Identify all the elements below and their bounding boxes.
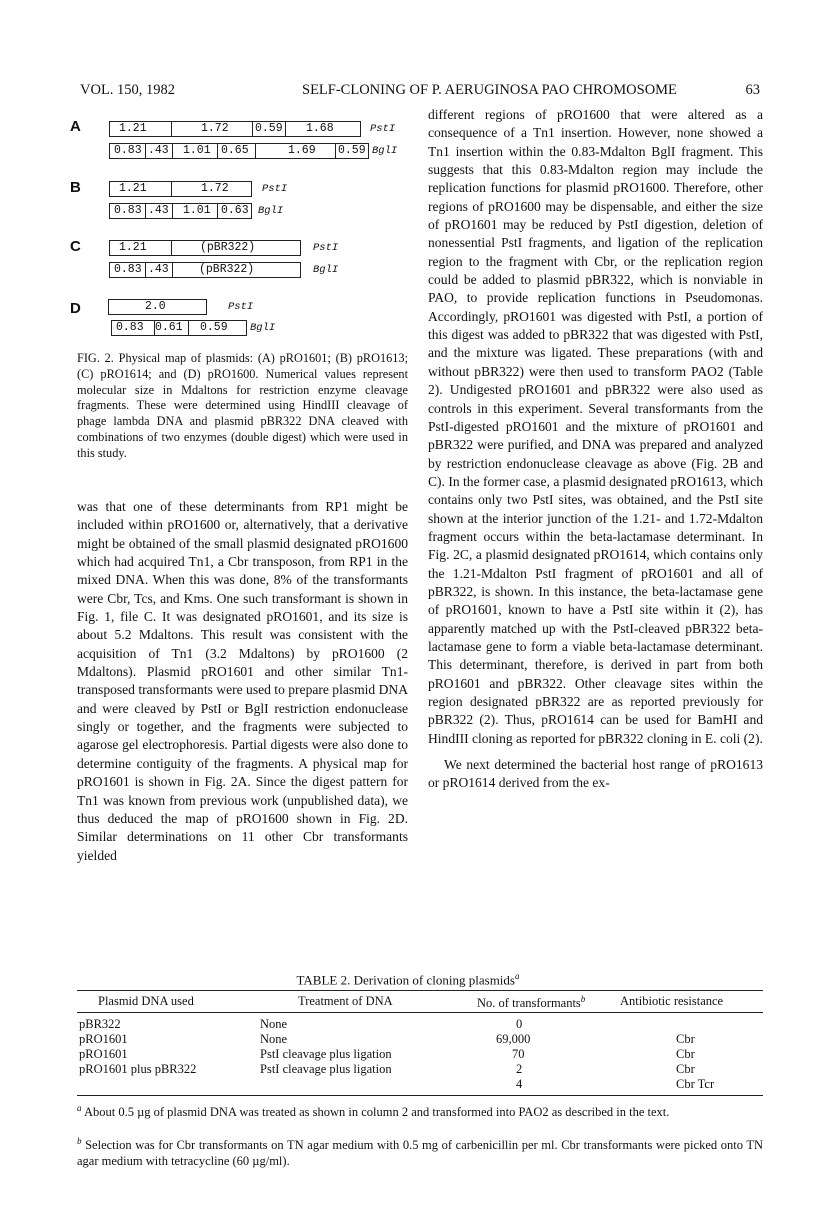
- fragment-label: 0.65: [221, 144, 249, 157]
- table-footnote-b: $^b$ Selection was for Cbr transformants on TN agar medium with 0.5 mg of carbenicillin per ml. Cbr transformants were picked onto TN agar medium with tetracycline (60 µg/ml).: [77, 1136, 764, 1168]
- table-footnote-a: $^a$ About 0.5 µg of plasmid DNA was treated as shown in column 2 and transformed into PAO2 as described in the text.: [77, 1103, 670, 1120]
- fragment-label: .43: [148, 204, 169, 217]
- map-d-psti: [108, 299, 207, 315]
- table-header: Plasmid DNA used: [98, 994, 194, 1008]
- journal-volume: VOL. 150, 1982: [80, 82, 176, 98]
- fragment-label: 1.69: [288, 144, 316, 157]
- map-b-bgli: [109, 203, 252, 219]
- table-header: Treatment of DNA: [298, 994, 393, 1008]
- fragment-label: 0.63: [221, 204, 249, 217]
- table-title: TABLE 2. Derivation of cloning plasmids$^a$: [296, 971, 520, 988]
- right-column: [428, 106, 763, 793]
- figure-caption: FIG. 2. Physical map of plasmids: (A) pRO1601; (B) pRO1613; (C) pRO1614; and (D) pRO1600. Numerical values represent molecular size in Mdaltons for restriction enzyme cleavage fragments. These were determined using HindIII cleavage of phage lambda DNA and plasmid pBR322 DNA cleaved with combinations of two enzymes (double digest) which were used in this study.: [77, 351, 408, 460]
- table-bottom-rule: [77, 1095, 763, 1096]
- panel-label-a: A: [70, 118, 81, 135]
- left-column: [77, 498, 408, 865]
- page-number: 63: [745, 82, 760, 98]
- table-header-rule: [77, 1012, 763, 1013]
- enzyme-label: BglI: [250, 322, 276, 334]
- body-paragraph: was that one of these determinants from RP1 might be included within pRO1600 or, alternatively, that a derivative might be obtained of the small plasmid designated pRO1600 which had acquired Tn1, a Cbr transposon, from RP1 in the mixed DNA. When this was done, 8% of the transformants were Cbr, Tcs, and Kms. One such transformant is shown in Fig. 1, file C. It was designated pRO1601, and its size is about 5.2 Mdaltons. This result was consistent with the acquisition of Tn1 (3.2 Mdaltons) by pRO1600 (2 Mdaltons). Plasmid pRO1601 and other similar Tn1-transposed transformants were used to prepare plasmid DNA and were cleaved by PstI or BglI restriction endonuclease singly or together, and the fragments were subjected to agarose gel electrophoresis. Partial digests were also done to determine contiguity of the fragments. A physical map for pRO1601 is shown in Fig. 2A. Since the digest pattern for Tn1 was known from previous work (unpublished data), we thus deduced the map of pRO1600 shown in Fig. 2D. Similar determinations on 11 other Cbr transformants yielded: [77, 499, 408, 863]
- body-paragraph: We next determined the bacterial host range of pRO1613 or pRO1614 derived from the ex-: [428, 757, 763, 791]
- fragment-label: 1.21: [119, 122, 147, 135]
- table-top-rule: [77, 990, 763, 991]
- fragment-label: 1.72: [201, 182, 229, 195]
- fragment-label: 0.83: [114, 204, 142, 217]
- panel-label-b: B: [70, 179, 81, 196]
- fragment-label: 0.61: [155, 321, 183, 334]
- body-paragraph: different regions of pRO1600 that were altered as a consequence of a Tn1 insertion. However, none showed a Tn1 insertion within the 0.83-Mdalton BglI fragment. This suggests that this 0.83-Mdalton region may include the replication functions for plasmid pRO1600. Therefore, other regions of pRO1600 may be dispensable, and either the size of pRO1601 may be reduced by PstI digestion, deletion of nonessential PstI fragments, and ligation of the replication region to the fragment with Cbr, or the replication region could be added to plasmid pBR322, which is nonviable in PAO, to provide replication functions in Pseudomonas. Accordingly, pRO1601 was digested with PstI, a portion of this digest was added to pBR322 that was digested with PstI, and the mixture was ligated. These preparations (with and without pBR322) were then used to transform PAO2 (Table 2). Undigested pRO1601 and pBR322 were also used as controls in this experiment. Several transformants from the PstI-digested pRO1601 and the mixture of pRO1601 and pBR322 were purified, and DNA was prepared and analyzed by restriction endonuclease cleavage as above (Fig. 2B and C). In the former case, a plasmid designated pRO1613, which contains only two PstI sites, was obtained, and the PstI site shown at the interior junction of the 1.21- and 1.72-Mdalton fragment occurs within the beta-lactamase determinant. In Fig. 2C, a plasmid designated pRO1614, which contains only the 1.21-Mdalton PstI fragment of pRO1601 and all of pBR322, is shown. In this instance, the beta-lactamase gene of pRO1601, known to have a PstI site within it (2), has apparently matched up with the PstI-cleaved pBR322 beta-lactamase gene to form a viable beta-lactamase determinant. This determinant, therefore, is derived in part from both pRO1601 and pBR322. Other cleavage sites within the region designated pBR322 are as reported previously for pBR322 (2). Thus, pRO1614 can be used for BamHI and HindIII cloning as reported for pBR322 cloning in E. coli (2).: [428, 107, 763, 746]
- map-a-psti: [109, 121, 361, 137]
- fragment-label: 2.0: [145, 300, 166, 313]
- fragment-label: 0.83: [114, 144, 142, 157]
- running-header: [80, 82, 760, 102]
- fragment-label: 0.83: [116, 321, 144, 334]
- fragment-label: 1.01: [183, 144, 211, 157]
- enzyme-label: PstI: [228, 301, 254, 313]
- table-header: No. of transformants$^b$: [477, 994, 586, 1011]
- fragment-label: .43: [148, 263, 169, 276]
- enzyme-label: PstI: [370, 123, 396, 135]
- table-header: Antibiotic resistance: [620, 994, 724, 1008]
- enzyme-label: PstI: [262, 183, 288, 195]
- fragment-label: 0.59: [338, 144, 366, 157]
- running-title: SELF-CLONING OF P. AERUGINOSA PAO CHROMOSOME: [302, 82, 677, 98]
- map-b-psti: [109, 181, 252, 197]
- fragment-label: 0.59: [200, 321, 228, 334]
- panel-label-c: C: [70, 238, 81, 255]
- map-c-bgli: [109, 262, 301, 278]
- fragment-label: 1.72: [201, 122, 229, 135]
- map-c-psti: [109, 240, 301, 256]
- fragment-label: 0.59: [255, 122, 283, 135]
- figure-2-physical-map: [70, 118, 415, 338]
- map-d-bgli: [111, 320, 247, 336]
- enzyme-label: BglI: [313, 264, 339, 276]
- fragment-label: .43: [148, 144, 169, 157]
- map-a-bgli: [109, 143, 369, 159]
- enzyme-label: BglI: [372, 145, 398, 157]
- fragment-label: 1.21: [119, 241, 147, 254]
- fragment-label: 1.21: [119, 182, 147, 195]
- enzyme-label: PstI: [313, 242, 339, 254]
- enzyme-label: BglI: [258, 205, 284, 217]
- fragment-label: (pBR322): [199, 263, 255, 276]
- panel-label-d: D: [70, 300, 81, 317]
- fragment-label: 1.68: [306, 122, 334, 135]
- fragment-label: 0.83: [114, 263, 142, 276]
- fragment-label: 1.01: [183, 204, 211, 217]
- fragment-label: (pBR322): [200, 241, 256, 254]
